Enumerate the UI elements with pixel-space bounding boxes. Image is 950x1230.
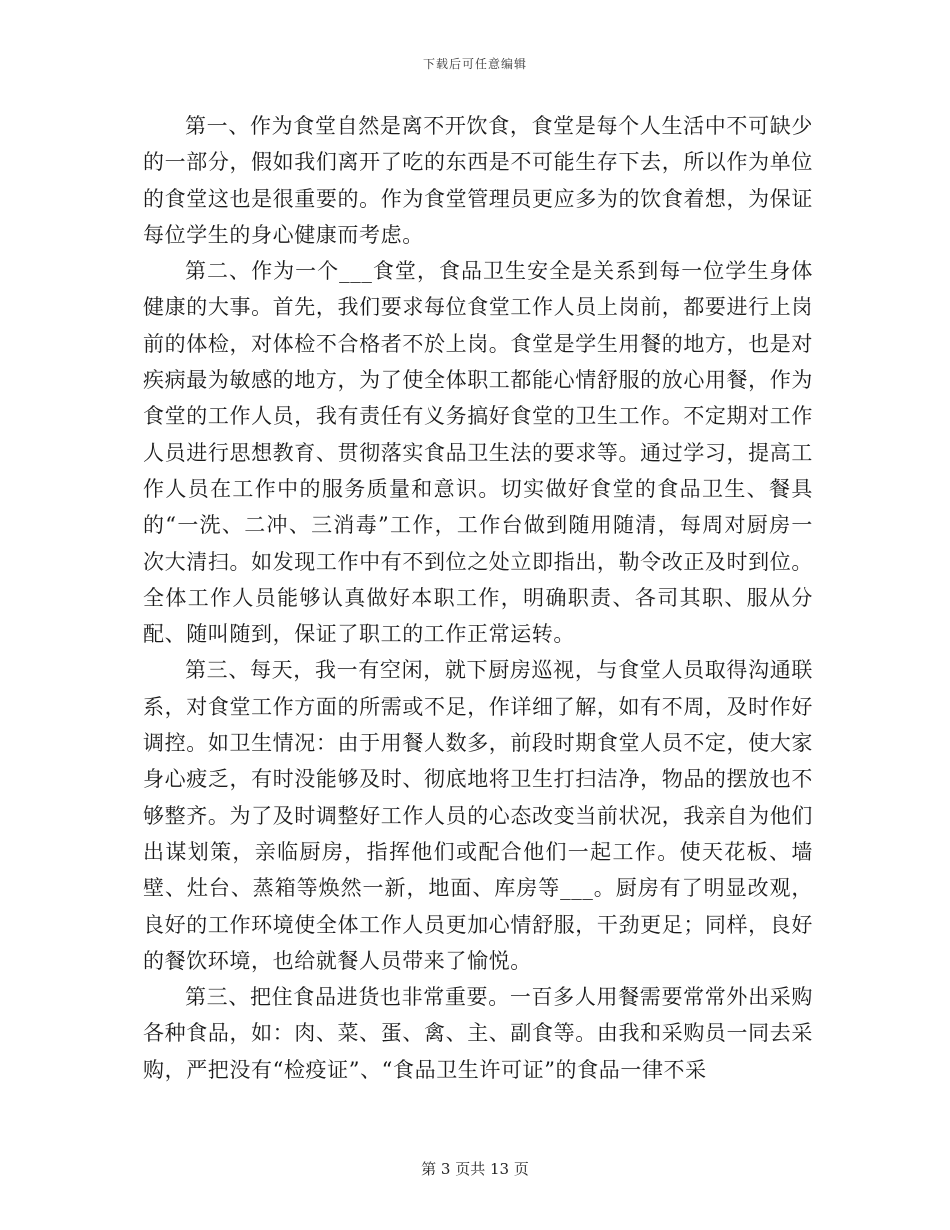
paragraph-2: 第二、作为一个___食堂，食品卫生安全是关系到每一位学生身体健康的大事。首先，我们要求每位食堂工作人员上岗前，都要进行上岗前的体检，对体检不合格者不於上岗。食堂是学生用餐的地方，也是对疾病最为敏感的地方，为了使全体职工都能心情舒服的放心用餐，作为食堂的工作人员，我有责任有义务搞好食堂的卫生工作。不定期对工作人员进行思想教育、贯彻落实食品卫生法的要求等。通过学习，提高工作人员在工作中的服务质量和意识。切实做好食堂的食品卫生、餐具的“一洗、二冲、三消毒”工作，工作台做到随用随清，每周对厨房一次大清扫。如发现工作中有不到位之处立即指出，勒令改正及时到位。全体工作人员能够认真做好本职工作，明确职责、各司其职、服从分配、随叫随到，保证了职工的工作正常运转。 [143,259,813,647]
paragraph-3: 第三、每天，我一有空闲，就下厨房巡视，与食堂人员取得沟通联系，对食堂工作方面的所需或不足，作详细了解，如有不周，及时作好调控。如卫生情况：由于用餐人数多，前段时期食堂人员不定，使大家身心疲乏，有时没能够及时、彻底地将卫生打扫洁净，物品的摆放也不够整齐。为了及时调整好工作人员的心态改变当前状况，我亲自为他们出谋划策，亲临厨房，指挥他们或配合他们一起工作。使天花板、墙壁、灶台、蒸箱等焕然一新，地面、库房等___。厨房有了明显改观，良好的工作环境使全体工作人员更加心情舒服，干劲更足；同样，良好的餐饮环境，也给就餐人员带来了愉悦。 [143,658,813,973]
document-body [143,108,813,1088]
paragraph-1: 第一、作为食堂自然是离不开饮食，食堂是每个人生活中不可缺少的一部分，假如我们离开了吃的东西是不可能生存下去，所以作为单位的食堂这也是很重要的。作为食堂管理员更应多为的饮食着想，为保证每位学生的身心健康而考虑。 [143,114,813,247]
page-footer: 第 3 页共 13 页 [421,1160,529,1178]
page-header: 下载后可任意编辑 [422,57,527,71]
paragraph-4: 第三、把住食品进货也非常重要。一百多人用餐需要常常外出采购各种食品，如：肉、菜、蛋、禽、主、副食等。由我和采购员一同去采购，严把没有“检疫证”、“食品卫生许可证”的食品一律不采 [143,985,813,1082]
